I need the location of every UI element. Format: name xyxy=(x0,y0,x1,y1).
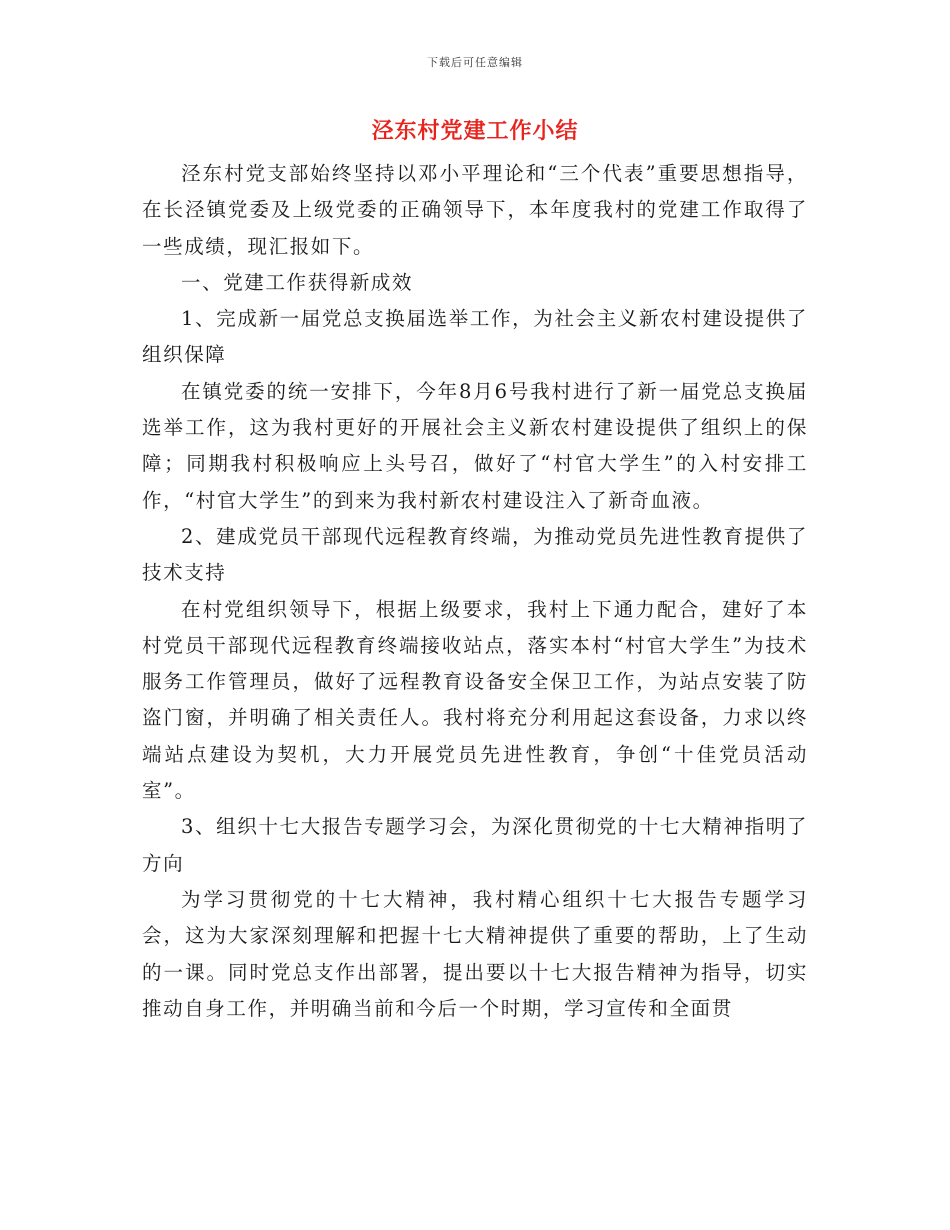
document-body xyxy=(142,156,808,1027)
paragraph-intro: 泾东村党支部始终坚持以邓小平理论和“三个代表”重要思想指导，在长泾镇党委及上级党委的正确领导下，本年度我村的党建工作取得了一些成绩，现汇报如下。 xyxy=(142,162,808,258)
paragraph-study-session: 为学习贯彻党的十七大精神，我村精心组织十七大报告专题学习会，这为大家深刻理解和把握十七大精神提供了重要的帮助，上了生动的一课。同时党总支作出部署，提出要以十七大报告精神为指导，切实推动自身工作，并明确当前和今后一个时期，学习宣传和全面贯 xyxy=(142,887,808,1020)
paragraph-election: 在镇党委的统一安排下，今年8月6号我村进行了新一届党总支换届选举工作，这为我村更好的开展社会主义新农村建设提供了组织上的保障；同期我村积极响应上头号召，做好了“村官大学生”的入村安排工作，“村官大学生”的到来为我村新农村建设注入了新奇血液。 xyxy=(142,379,808,512)
header-note: 下载后可任意编辑 xyxy=(427,56,523,69)
section-heading-1: 一、党建工作获得新成效 xyxy=(181,270,414,294)
subsection-heading-1: 1、完成新一届党总支换届选举工作，为社会主义新农村建设提供了组织保障 xyxy=(142,307,808,367)
document-title: 泾东村党建工作小结 xyxy=(371,118,579,144)
paragraph-remote-education: 在村党组织领导下，根据上级要求，我村上下通力配合，建好了本村党员干部现代远程教育终端接收站点，落实本村“村官大学生”为技术服务工作管理员，做好了远程教育设备安全保卫工作，为站点安装了防盗门窗，并明确了相关责任人。我村将充分利用起这套设备，力求以终端站点建设为契机，大力开展党员先进性教育，争创“十佳党员活动室”。 xyxy=(142,597,808,803)
subsection-heading-3: 3、组织十七大报告专题学习会，为深化贯彻党的十七大精神指明了方向 xyxy=(142,815,808,875)
subsection-heading-2: 2、建成党员干部现代远程教育终端，为推动党员先进性教育提供了技术支持 xyxy=(142,524,808,585)
